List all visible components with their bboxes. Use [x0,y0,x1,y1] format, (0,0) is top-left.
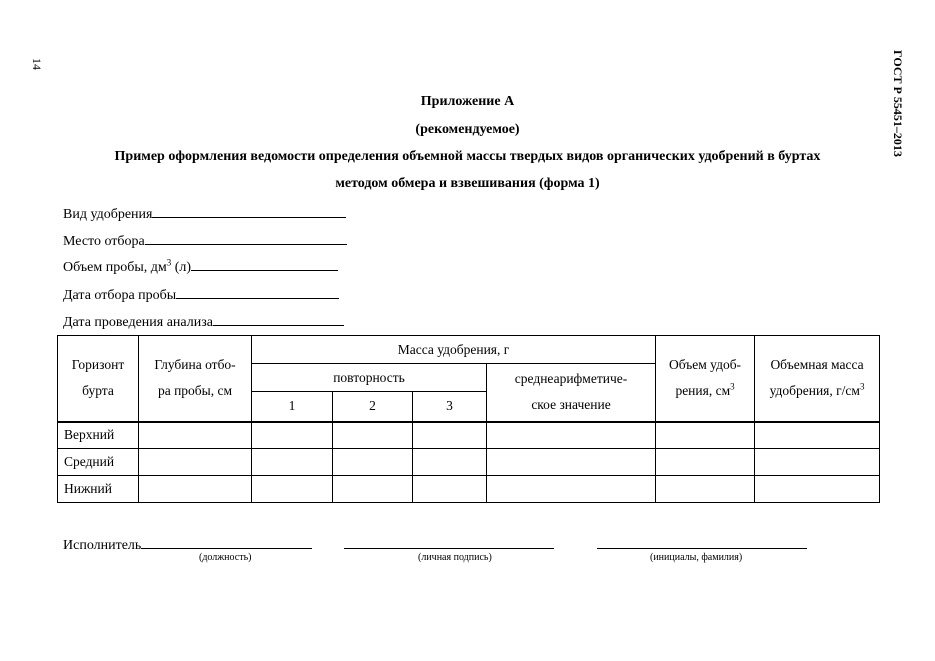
header-depth-line1: Глубина отбо- [154,357,236,373]
table-cell[interactable] [252,422,333,449]
analysis-date-line[interactable] [213,311,344,326]
header-volume-line2 [656,378,754,404]
header-volume-unit: рения, см [675,383,731,399]
form-title-line2: методом обмера и взвешивания (форма 1) [335,176,600,191]
row-label-upper: Верхний [58,422,139,449]
field-sample-volume-label: Объем пробы, дм [63,260,167,275]
position-line[interactable] [141,534,312,549]
header-volume [656,336,755,422]
table-cell[interactable] [487,422,656,449]
header-mean [487,364,656,422]
row-label-middle: Средний [58,449,139,476]
header-rep-1: 1 [252,392,333,422]
caption-signature: (личная подпись) [418,552,492,563]
table-cell[interactable] [656,449,755,476]
volume-unit-suffix: (л) [171,260,192,275]
table-cell[interactable] [755,476,880,503]
field-sample-place [63,230,347,250]
header-horizon-line1: Горизонт [71,357,125,373]
header-repeat: повторность [252,364,487,392]
executor-field [63,534,312,554]
form-title-line1: Пример оформления ведомости определения объемной массы твердых видов органических удобрений в буртах [114,149,821,164]
table-cell[interactable] [139,449,252,476]
field-sample-date-label: Дата отбора пробы [63,288,177,303]
table-cell[interactable] [333,476,413,503]
table-cell[interactable] [755,449,880,476]
header-rep-2: 2 [333,392,413,422]
sample-place-line[interactable] [145,230,347,245]
sample-volume-line[interactable] [191,256,338,271]
header-volume-line1: Объем удоб- [669,357,742,373]
header-horizon [58,336,139,422]
standard-number: ГОСТ Р 55451–2013 [891,50,905,157]
header-depth-line2: ра пробы, см [157,383,233,399]
table-cell[interactable] [755,422,880,449]
name-field [597,534,807,554]
table-cell[interactable] [413,476,487,503]
header-mean-line1: среднеарифметиче- [514,371,628,387]
header-density-line2 [755,378,879,404]
caption-position: (должность) [199,552,252,563]
table-row [58,422,880,449]
signature-line[interactable] [344,534,554,549]
header-horizon-line2: бурта [82,383,114,399]
table-cell[interactable] [139,476,252,503]
field-sample-date [63,284,339,304]
table-cell[interactable] [487,476,656,503]
header-density-exponent: 3 [859,381,865,392]
volume-unit-exponent: 3 [166,257,172,268]
sample-date-line[interactable] [176,284,339,299]
table-cell[interactable] [333,449,413,476]
mass-table [57,335,880,503]
table-cell[interactable] [656,476,755,503]
table-cell[interactable] [413,422,487,449]
header-volume-exponent: 3 [730,381,735,392]
table-cell[interactable] [413,449,487,476]
executor-label: Исполнитель [63,538,142,553]
table-cell[interactable] [252,449,333,476]
caption-name: (инициалы, фамилия) [650,552,743,563]
header-density [755,336,880,422]
field-fertilizer-type [63,203,346,223]
header-mass: Масса удобрения, г [252,336,656,364]
field-fertilizer-type-label: Вид удобрения [63,207,153,222]
name-line[interactable] [597,534,807,549]
table-row [58,476,880,503]
fertilizer-type-line[interactable] [152,203,346,218]
page-number: 14 [30,58,44,70]
table-cell[interactable] [333,422,413,449]
header-density-unit: удобрения, г/см [769,383,860,399]
field-analysis-date [63,311,344,331]
table-cell[interactable] [139,422,252,449]
field-sample-place-label: Место отбора [63,234,145,249]
table-cell[interactable] [487,449,656,476]
header-rep-3: 3 [413,392,487,422]
table-cell[interactable] [252,476,333,503]
row-label-lower: Нижний [58,476,139,503]
table-row [58,449,880,476]
signature-field [344,534,554,554]
header-depth [139,336,252,422]
table-cell[interactable] [656,422,755,449]
field-sample-volume [63,256,338,276]
appendix-status: (рекомендуемое) [415,122,520,137]
header-mean-line2: ское значение [531,397,611,413]
appendix-heading: Приложение А [420,94,515,109]
header-density-line1: Объемная масса [770,357,864,373]
field-analysis-date-label: Дата проведения анализа [63,315,213,330]
